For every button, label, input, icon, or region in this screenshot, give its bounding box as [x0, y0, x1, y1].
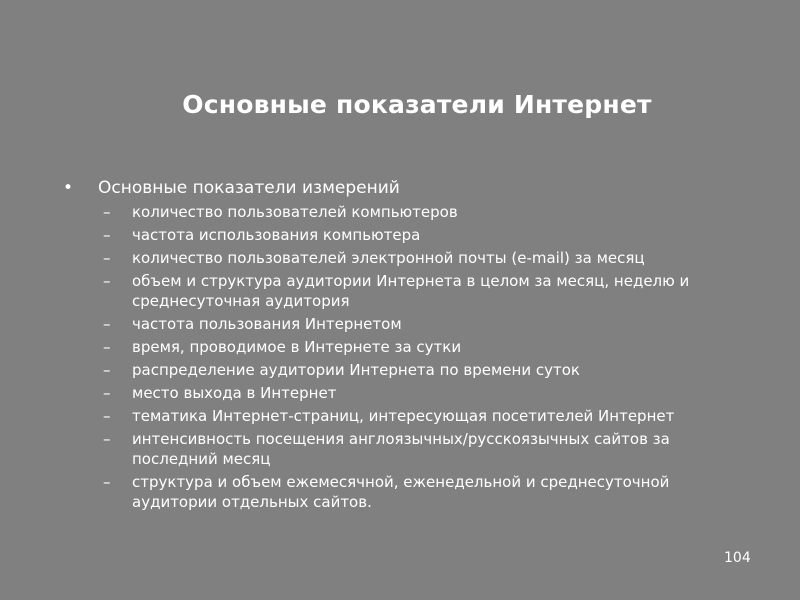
sub-item-dash: –: [103, 203, 111, 221]
sub-item-text: частота использования компьютера: [132, 226, 421, 244]
sub-item-text: тематика Интернет-страниц, интересующая посетителей Интернет: [132, 407, 675, 425]
sub-item-dash: –: [103, 430, 111, 448]
sub-item-dash: –: [103, 361, 111, 379]
sub-list: [60, 202, 760, 512]
sub-item: [60, 472, 760, 512]
sub-item-text: время, проводимое в Интернете за сутки: [132, 338, 462, 356]
sub-item-text: частота пользования Интернетом: [132, 315, 402, 333]
sub-item-dash: –: [103, 226, 111, 244]
bullet-text: Основные показатели измерений: [98, 178, 400, 198]
sub-item-text: интенсивность посещения англоязычных/русскоязычных сайтов за последний месяц: [132, 430, 670, 468]
sub-item-dash: –: [103, 315, 111, 333]
sub-item-dash: –: [103, 407, 111, 425]
sub-item: [60, 248, 760, 268]
sub-item-dash: –: [103, 384, 111, 402]
sub-item-text: распределение аудитории Интернета по времени суток: [132, 361, 580, 379]
slide-title: Основные показатели Интернет: [182, 90, 652, 119]
sub-item: [60, 271, 760, 311]
sub-item: [60, 360, 760, 380]
bullet-item: [60, 176, 760, 202]
page-number: 104: [724, 550, 751, 566]
sub-item: [60, 383, 760, 403]
sub-item-dash: –: [103, 473, 111, 491]
slide-content: [60, 176, 760, 515]
sub-item: [60, 406, 760, 426]
sub-item-text: количество пользователей компьютеров: [132, 203, 458, 221]
sub-item: [60, 314, 760, 334]
sub-item-text: количество пользователей электронной почты (e-mail) за месяц: [132, 249, 645, 267]
sub-item-text: место выхода в Интернет: [132, 384, 337, 402]
sub-item-text: структура и объем ежемесячной, еженедельной и среднесуточной аудитории отдельных сайтов.: [132, 473, 670, 511]
sub-item: [60, 202, 760, 222]
sub-item-dash: –: [103, 338, 111, 356]
sub-item: [60, 337, 760, 357]
bullet-marker: •: [63, 178, 74, 198]
sub-item-text: объем и структура аудитории Интернета в целом за месяц, неделю и среднесуточная аудитория: [132, 272, 690, 310]
sub-item: [60, 225, 760, 245]
sub-item-dash: –: [103, 249, 111, 267]
sub-item: [60, 429, 760, 469]
sub-item-dash: –: [103, 272, 111, 290]
